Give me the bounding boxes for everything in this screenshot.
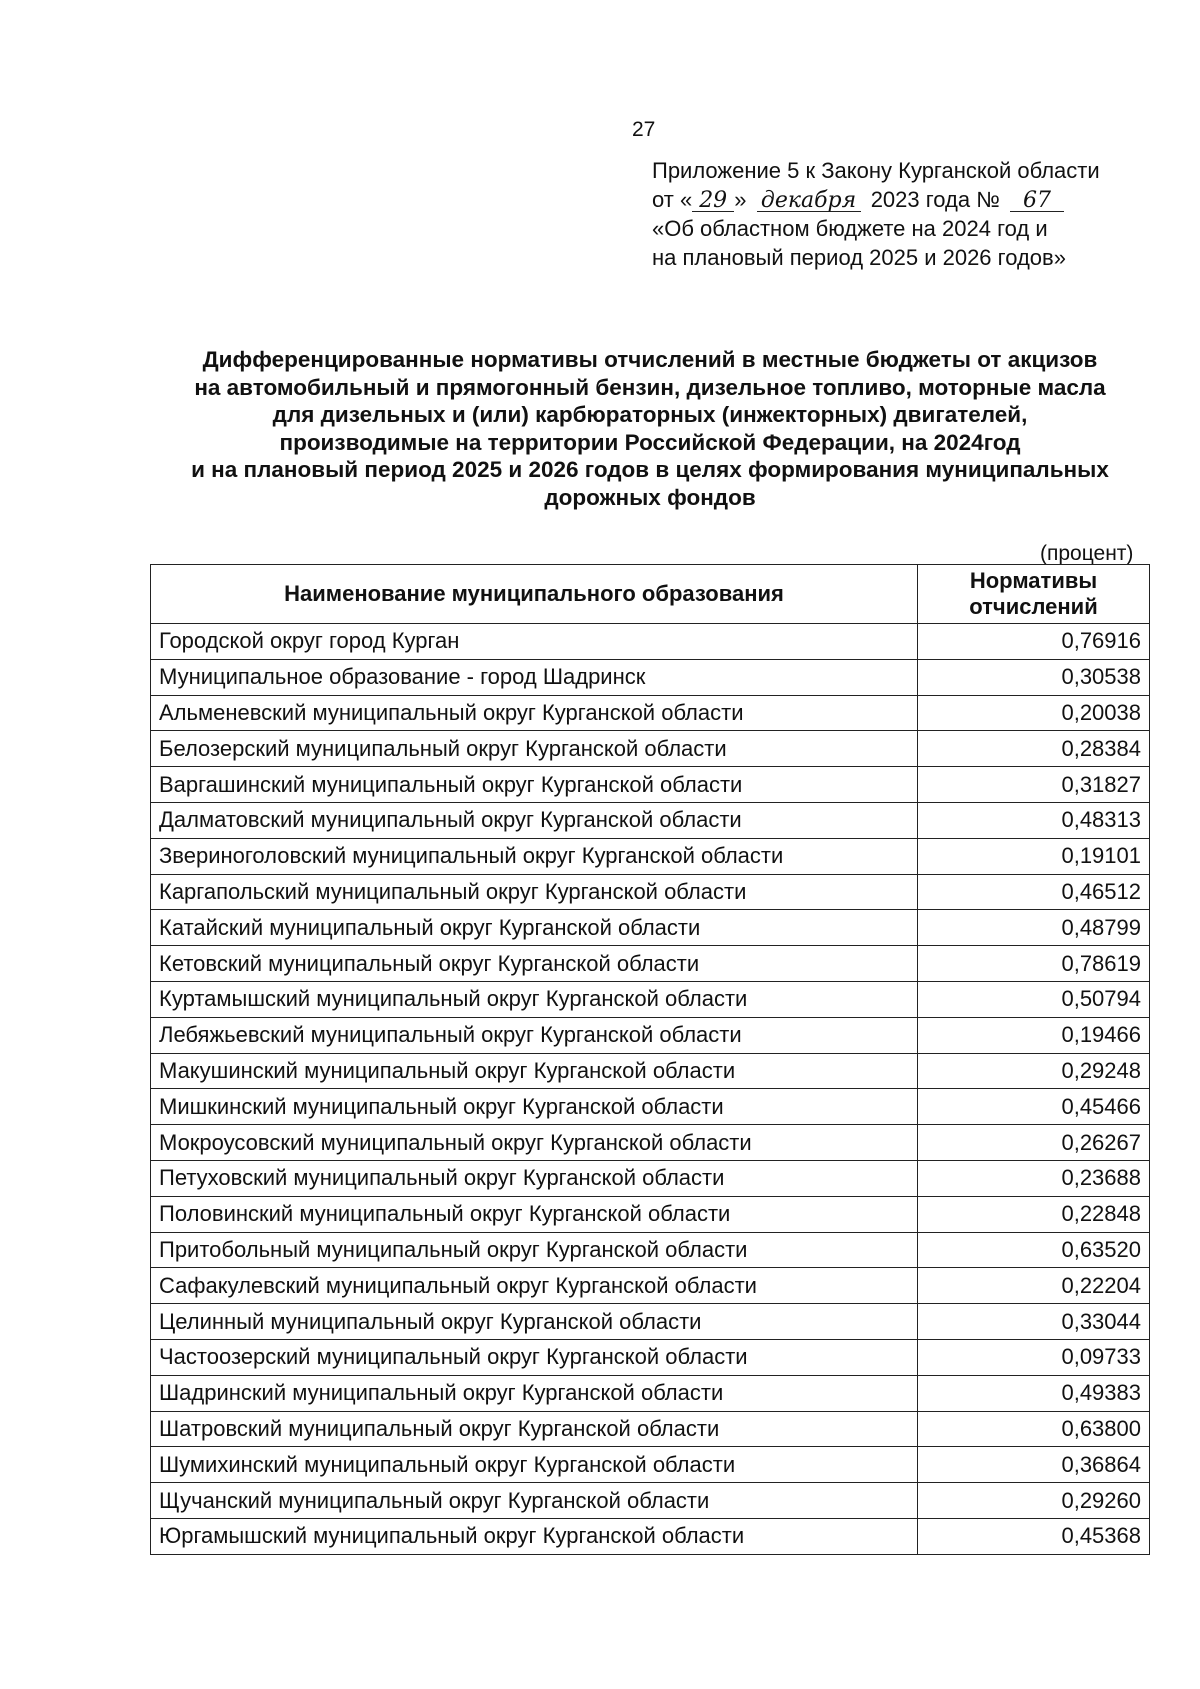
municipality-name-cell: Петуховский муниципальный округ Курганской области — [151, 1160, 918, 1196]
norm-value-cell: 0,30538 — [918, 659, 1150, 695]
norm-value-cell: 0,29248 — [918, 1053, 1150, 1089]
table-row — [151, 767, 1150, 803]
title-line-3: для дизельных и (или) карбюраторных (инжекторных) двигателей, — [272, 402, 1028, 427]
document-title — [140, 346, 1160, 511]
title-line-1: Дифференцированные нормативы отчислений в местные бюджеты от акцизов — [202, 347, 1098, 372]
table-header-row — [151, 565, 1150, 624]
norm-value-cell: 0,48313 — [918, 802, 1150, 838]
table-row — [151, 1375, 1150, 1411]
municipality-name-cell: Сафакулевский муниципальный округ Курганской области — [151, 1268, 918, 1304]
norm-value-cell: 0,63800 — [918, 1411, 1150, 1447]
municipality-name-cell: Юргамышский муниципальный округ Курганской области — [151, 1518, 918, 1554]
appendix-block — [652, 156, 1172, 272]
handwritten-day: 29 — [692, 191, 734, 212]
norm-value-cell: 0,28384 — [918, 731, 1150, 767]
table-row — [151, 731, 1150, 767]
municipality-name-cell: Шатровский муниципальный округ Курганской области — [151, 1411, 918, 1447]
title-line-5: и на плановый период 2025 и 2026 годов в целях формирования муниципальных — [191, 457, 1109, 482]
table-row — [151, 624, 1150, 660]
municipality-name-cell: Куртамышский муниципальный округ Курганской области — [151, 981, 918, 1017]
norm-value-cell: 0,22848 — [918, 1196, 1150, 1232]
municipality-name-cell: Катайский муниципальный округ Курганской области — [151, 910, 918, 946]
appendix-line-3: «Об областном бюджете на 2024 год и — [652, 216, 1048, 241]
norm-value-cell: 0,29260 — [918, 1483, 1150, 1519]
header-norms-line-2: отчислений — [969, 594, 1098, 619]
table-row — [151, 1089, 1150, 1125]
norm-value-cell: 0,31827 — [918, 767, 1150, 803]
table-body — [151, 624, 1150, 1555]
municipality-name-cell: Целинный муниципальный округ Курганской области — [151, 1304, 918, 1340]
municipality-name-cell: Шадринский муниципальный округ Курганской области — [151, 1375, 918, 1411]
norm-value-cell: 0,23688 — [918, 1160, 1150, 1196]
title-line-2: на автомобильный и прямогонный бензин, дизельное топливо, моторные масла — [194, 374, 1106, 400]
header-norms — [918, 565, 1150, 624]
norm-value-cell: 0,19101 — [918, 838, 1150, 874]
norm-value-cell: 0,33044 — [918, 1304, 1150, 1340]
norm-value-cell: 0,22204 — [918, 1268, 1150, 1304]
appendix-year-text: 2023 года № — [870, 187, 1000, 212]
table-row — [151, 659, 1150, 695]
table-row — [151, 1518, 1150, 1554]
title-line-4: производимые на территории Российской Федерации, на 2024год — [279, 429, 1021, 455]
norms-table — [150, 564, 1150, 1555]
norm-value-cell: 0,36864 — [918, 1447, 1150, 1483]
norm-value-cell: 0,48799 — [918, 910, 1150, 946]
municipality-name-cell: Макушинский муниципальный округ Курганской области — [151, 1053, 918, 1089]
header-municipality-name: Наименование муниципального образования — [151, 565, 918, 624]
municipality-name-cell: Варгашинский муниципальный округ Курганской области — [151, 767, 918, 803]
table-row — [151, 1304, 1150, 1340]
municipality-name-cell: Щучанский муниципальный округ Курганской области — [151, 1483, 918, 1519]
norm-value-cell: 0,45466 — [918, 1089, 1150, 1125]
norm-value-cell: 0,49383 — [918, 1375, 1150, 1411]
table-row — [151, 946, 1150, 982]
header-norms-line-1: Нормативы — [969, 568, 1098, 593]
municipality-name-cell: Мишкинский муниципальный округ Курганской области — [151, 1089, 918, 1125]
norm-value-cell: 0,09733 — [918, 1339, 1150, 1375]
appendix-from: от « — [652, 187, 693, 212]
unit-label: (процент) — [1040, 542, 1134, 565]
municipality-name-cell: Муниципальное образование - город Шадринск — [151, 659, 918, 695]
table-row — [151, 838, 1150, 874]
table-row — [151, 1053, 1150, 1089]
municipality-name-cell: Шумихинский муниципальный округ Курганской области — [151, 1447, 918, 1483]
norm-value-cell: 0,45368 — [918, 1518, 1150, 1554]
table-row — [151, 1232, 1150, 1268]
handwritten-month: декабря — [757, 191, 861, 212]
norm-value-cell: 0,46512 — [918, 874, 1150, 910]
norm-value-cell: 0,76916 — [918, 624, 1150, 660]
appendix-line-4: на плановый период 2025 и 2026 годов» — [652, 245, 1066, 270]
appendix-line-1: Приложение 5 к Закону Курганской области — [652, 158, 1100, 183]
norm-value-cell: 0,63520 — [918, 1232, 1150, 1268]
table-row — [151, 910, 1150, 946]
handwritten-law-number: 67 — [1010, 191, 1064, 212]
norm-value-cell: 0,20038 — [918, 695, 1150, 731]
table-row — [151, 1339, 1150, 1375]
municipality-name-cell: Белозерский муниципальный округ Курганской области — [151, 731, 918, 767]
appendix-line-2 — [652, 185, 1172, 214]
municipality-name-cell: Альменевский муниципальный округ Курганской области — [151, 695, 918, 731]
norm-value-cell: 0,78619 — [918, 946, 1150, 982]
municipality-name-cell: Половинский муниципальный округ Курганской области — [151, 1196, 918, 1232]
table-row — [151, 1411, 1150, 1447]
table-row — [151, 695, 1150, 731]
table-row — [151, 802, 1150, 838]
municipality-name-cell: Кетовский муниципальный округ Курганской области — [151, 946, 918, 982]
appendix-quote-close: » — [734, 187, 747, 212]
norm-value-cell: 0,50794 — [918, 981, 1150, 1017]
municipality-name-cell: Каргапольский муниципальный округ Курганской области — [151, 874, 918, 910]
norm-value-cell: 0,26267 — [918, 1125, 1150, 1161]
table-row — [151, 1268, 1150, 1304]
table-row — [151, 981, 1150, 1017]
table-row — [151, 1447, 1150, 1483]
table-row — [151, 1017, 1150, 1053]
municipality-name-cell: Звериноголовский муниципальный округ Курганской области — [151, 838, 918, 874]
table-row — [151, 1125, 1150, 1161]
table-row — [151, 1196, 1150, 1232]
municipality-name-cell: Мокроусовский муниципальный округ Курганской области — [151, 1125, 918, 1161]
table-row — [151, 1483, 1150, 1519]
municipality-name-cell: Городской округ город Курган — [151, 624, 918, 660]
municipality-name-cell: Притобольный муниципальный округ Курганской области — [151, 1232, 918, 1268]
municipality-name-cell: Частоозерский муниципальный округ Курганской области — [151, 1339, 918, 1375]
norm-value-cell: 0,19466 — [918, 1017, 1150, 1053]
page-number: 27 — [632, 118, 656, 141]
municipality-name-cell: Лебяжьевский муниципальный округ Курганской области — [151, 1017, 918, 1053]
municipality-name-cell: Далматовский муниципальный округ Курганской области — [151, 802, 918, 838]
title-line-6: дорожных фондов — [544, 484, 756, 510]
table-row — [151, 874, 1150, 910]
table-row — [151, 1160, 1150, 1196]
